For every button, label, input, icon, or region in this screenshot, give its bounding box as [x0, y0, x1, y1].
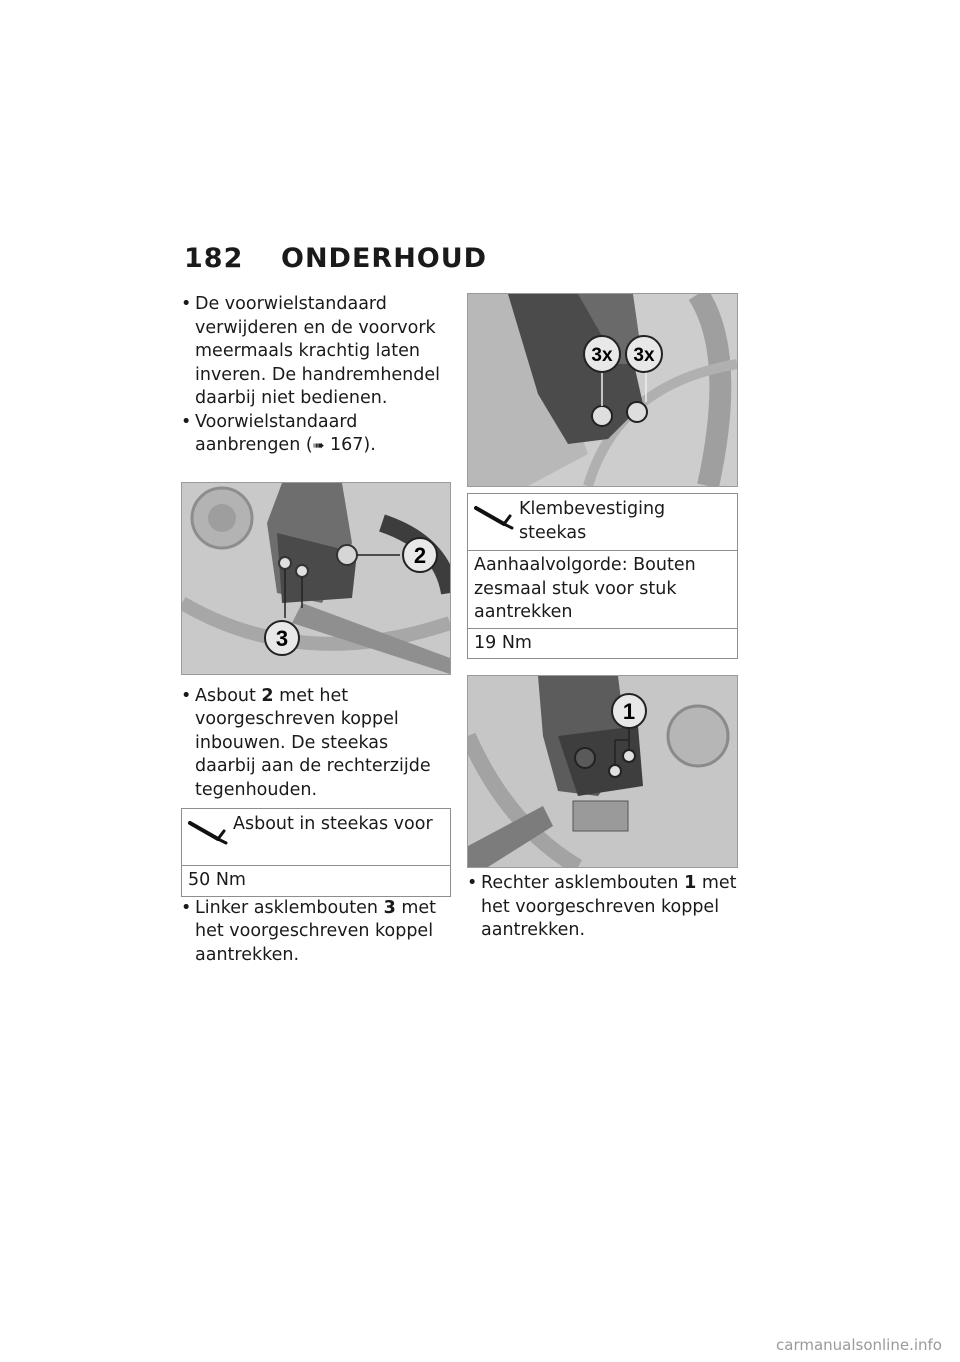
arrow-ref-icon[interactable]: ➠: [312, 438, 325, 454]
list-item: [181, 411, 451, 459]
list-item-text: Rechter asklembouten: [481, 873, 685, 893]
right-column: [467, 293, 738, 943]
list-item: [181, 685, 451, 803]
wrench-icon: [188, 817, 228, 855]
list-item: [467, 872, 738, 943]
spec-value: 50 Nm: [188, 870, 246, 890]
list-item-text: met het voorgeschreven koppel inbouwen. De steekas daarbij aan de rechterzijde tegenhouden.: [195, 685, 431, 800]
photo-illustration: [182, 483, 450, 674]
page-number: 182: [184, 243, 244, 274]
torque-spec-table: [467, 493, 738, 659]
bullet-icon: •: [181, 685, 192, 706]
list-item-text: met het voorgeschreven koppel aantrekken.: [481, 873, 737, 940]
spec-note: Aanhaalvolgorde: Bouten zesmaal stuk voor stuk aantrekken: [474, 555, 696, 622]
list-item-text: De voorwielstandaard verwijderen en de voorvork meermaals krachtig laten inveren. De handremhendel daarbij niet bedienen.: [195, 294, 440, 408]
spec-title: [182, 809, 450, 866]
part-number: 2: [261, 685, 274, 706]
callout-label: 3x: [633, 345, 655, 366]
list-item: [181, 897, 451, 968]
bullet-icon: •: [181, 411, 192, 432]
wrench-icon: [474, 502, 514, 540]
list-item: [181, 293, 451, 411]
part-number: 1: [684, 873, 697, 893]
photo-front-axle-left: [181, 482, 451, 675]
list-item-text: Linker asklembouten: [195, 897, 384, 918]
photo-illustration: [468, 676, 737, 867]
bullet-icon: •: [181, 294, 192, 314]
photo-illustration: [468, 294, 737, 486]
spec-title: [468, 494, 737, 551]
photo-front-axle-right: [467, 675, 738, 868]
callout-label: 1: [622, 699, 636, 724]
list-item-text: met het voorgeschreven koppel aantrekken.: [195, 897, 437, 965]
list-item-text: Voorwielstandaard aanbrengen (: [195, 411, 358, 455]
callout-label: 2: [413, 542, 427, 568]
spec-title-text: Asbout in steekas voor: [233, 814, 433, 834]
callout-label: 3x: [591, 345, 613, 366]
bullet-icon: •: [467, 873, 478, 893]
part-number: 3: [383, 897, 396, 918]
page-reference[interactable]: 167).: [324, 435, 376, 455]
list-item-text: Asbout: [195, 685, 262, 706]
bullet-icon: •: [181, 897, 192, 918]
photo-axle-clamp: [467, 293, 738, 487]
watermark: carmanualsonline.info: [776, 1336, 942, 1354]
spec-value: 19 Nm: [468, 628, 737, 659]
callout-label: 3: [275, 625, 289, 651]
page-header: [184, 243, 487, 274]
left-column: [181, 293, 451, 967]
spec-title-text: Klembevestiging steekas: [519, 499, 666, 543]
chapter-title: ONDERHOUD: [281, 243, 488, 274]
torque-spec-table: [181, 808, 451, 897]
